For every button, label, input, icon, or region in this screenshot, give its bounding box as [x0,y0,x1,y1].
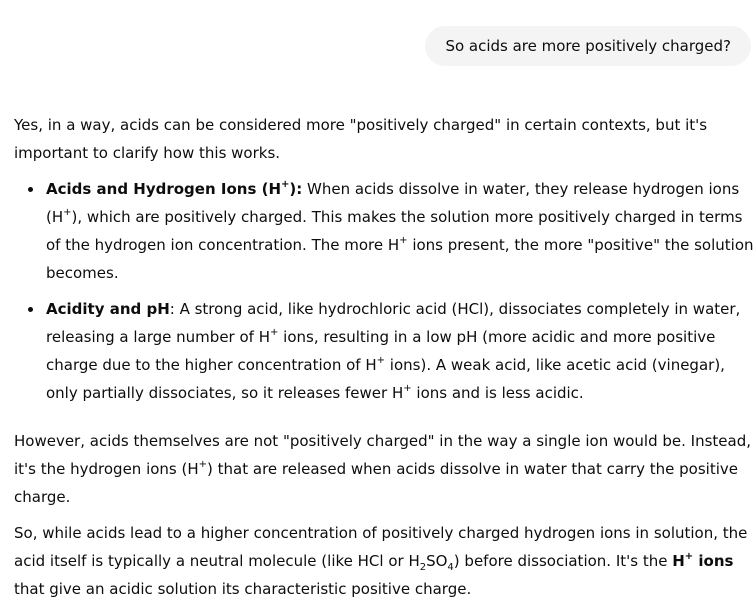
bullet-list [14,175,754,407]
list-item-title: Acidity and pH [46,300,170,318]
intro-paragraph: Yes, in a way, acids can be considered more "positively charged" in certain contexts, but it's important to clarify how this works. [14,116,708,162]
assistant-response [14,111,754,603]
user-message-text: So acids are more positively charged? [445,37,731,55]
list-item-acidity-ph: Acidity and pH: A strong acid, like hydrochloric acid (HCl), dissociates completely in water, releasing a large number of H+ ions, resulting in a low pH (more acidic and more positive charge due to the higher concentration of H+ ions). A weak acid, like acetic acid (vinegar), only partially dissociates, so it releases fewer H+ ions and is less acidic. [14,295,754,407]
user-message-bubble [425,26,751,66]
bold-h-plus-ions: H+ ions [672,551,734,570]
list-item-acids-hydrogen-ions: Acids and Hydrogen Ions (H+): When acids dissolve in water, they release hydrogen ions (H+), which are positively charged. This makes the solution more positively charged in terms of the hydrogen ion concentration. The more H+ ions present, the more "positive" the solution becomes. [14,175,754,287]
however-paragraph: However, acids themselves are not "positively charged" in the way a single ion would be. Instead, it's the hydrogen ions (H+) that are released when acids dissolve in water that carry the positive charge. [14,432,752,506]
conclusion-paragraph: So, while acids lead to a higher concentration of positively charged hydrogen ions in solution, the acid itself is typically a neutral molecule (like HCl or $H_2SO_4$) before dissociation. It's the H+ ions that give an acidic solution its characteristic positive charge. [14,524,748,598]
list-item-title: Acids and Hydrogen Ions (H+): [46,179,303,198]
